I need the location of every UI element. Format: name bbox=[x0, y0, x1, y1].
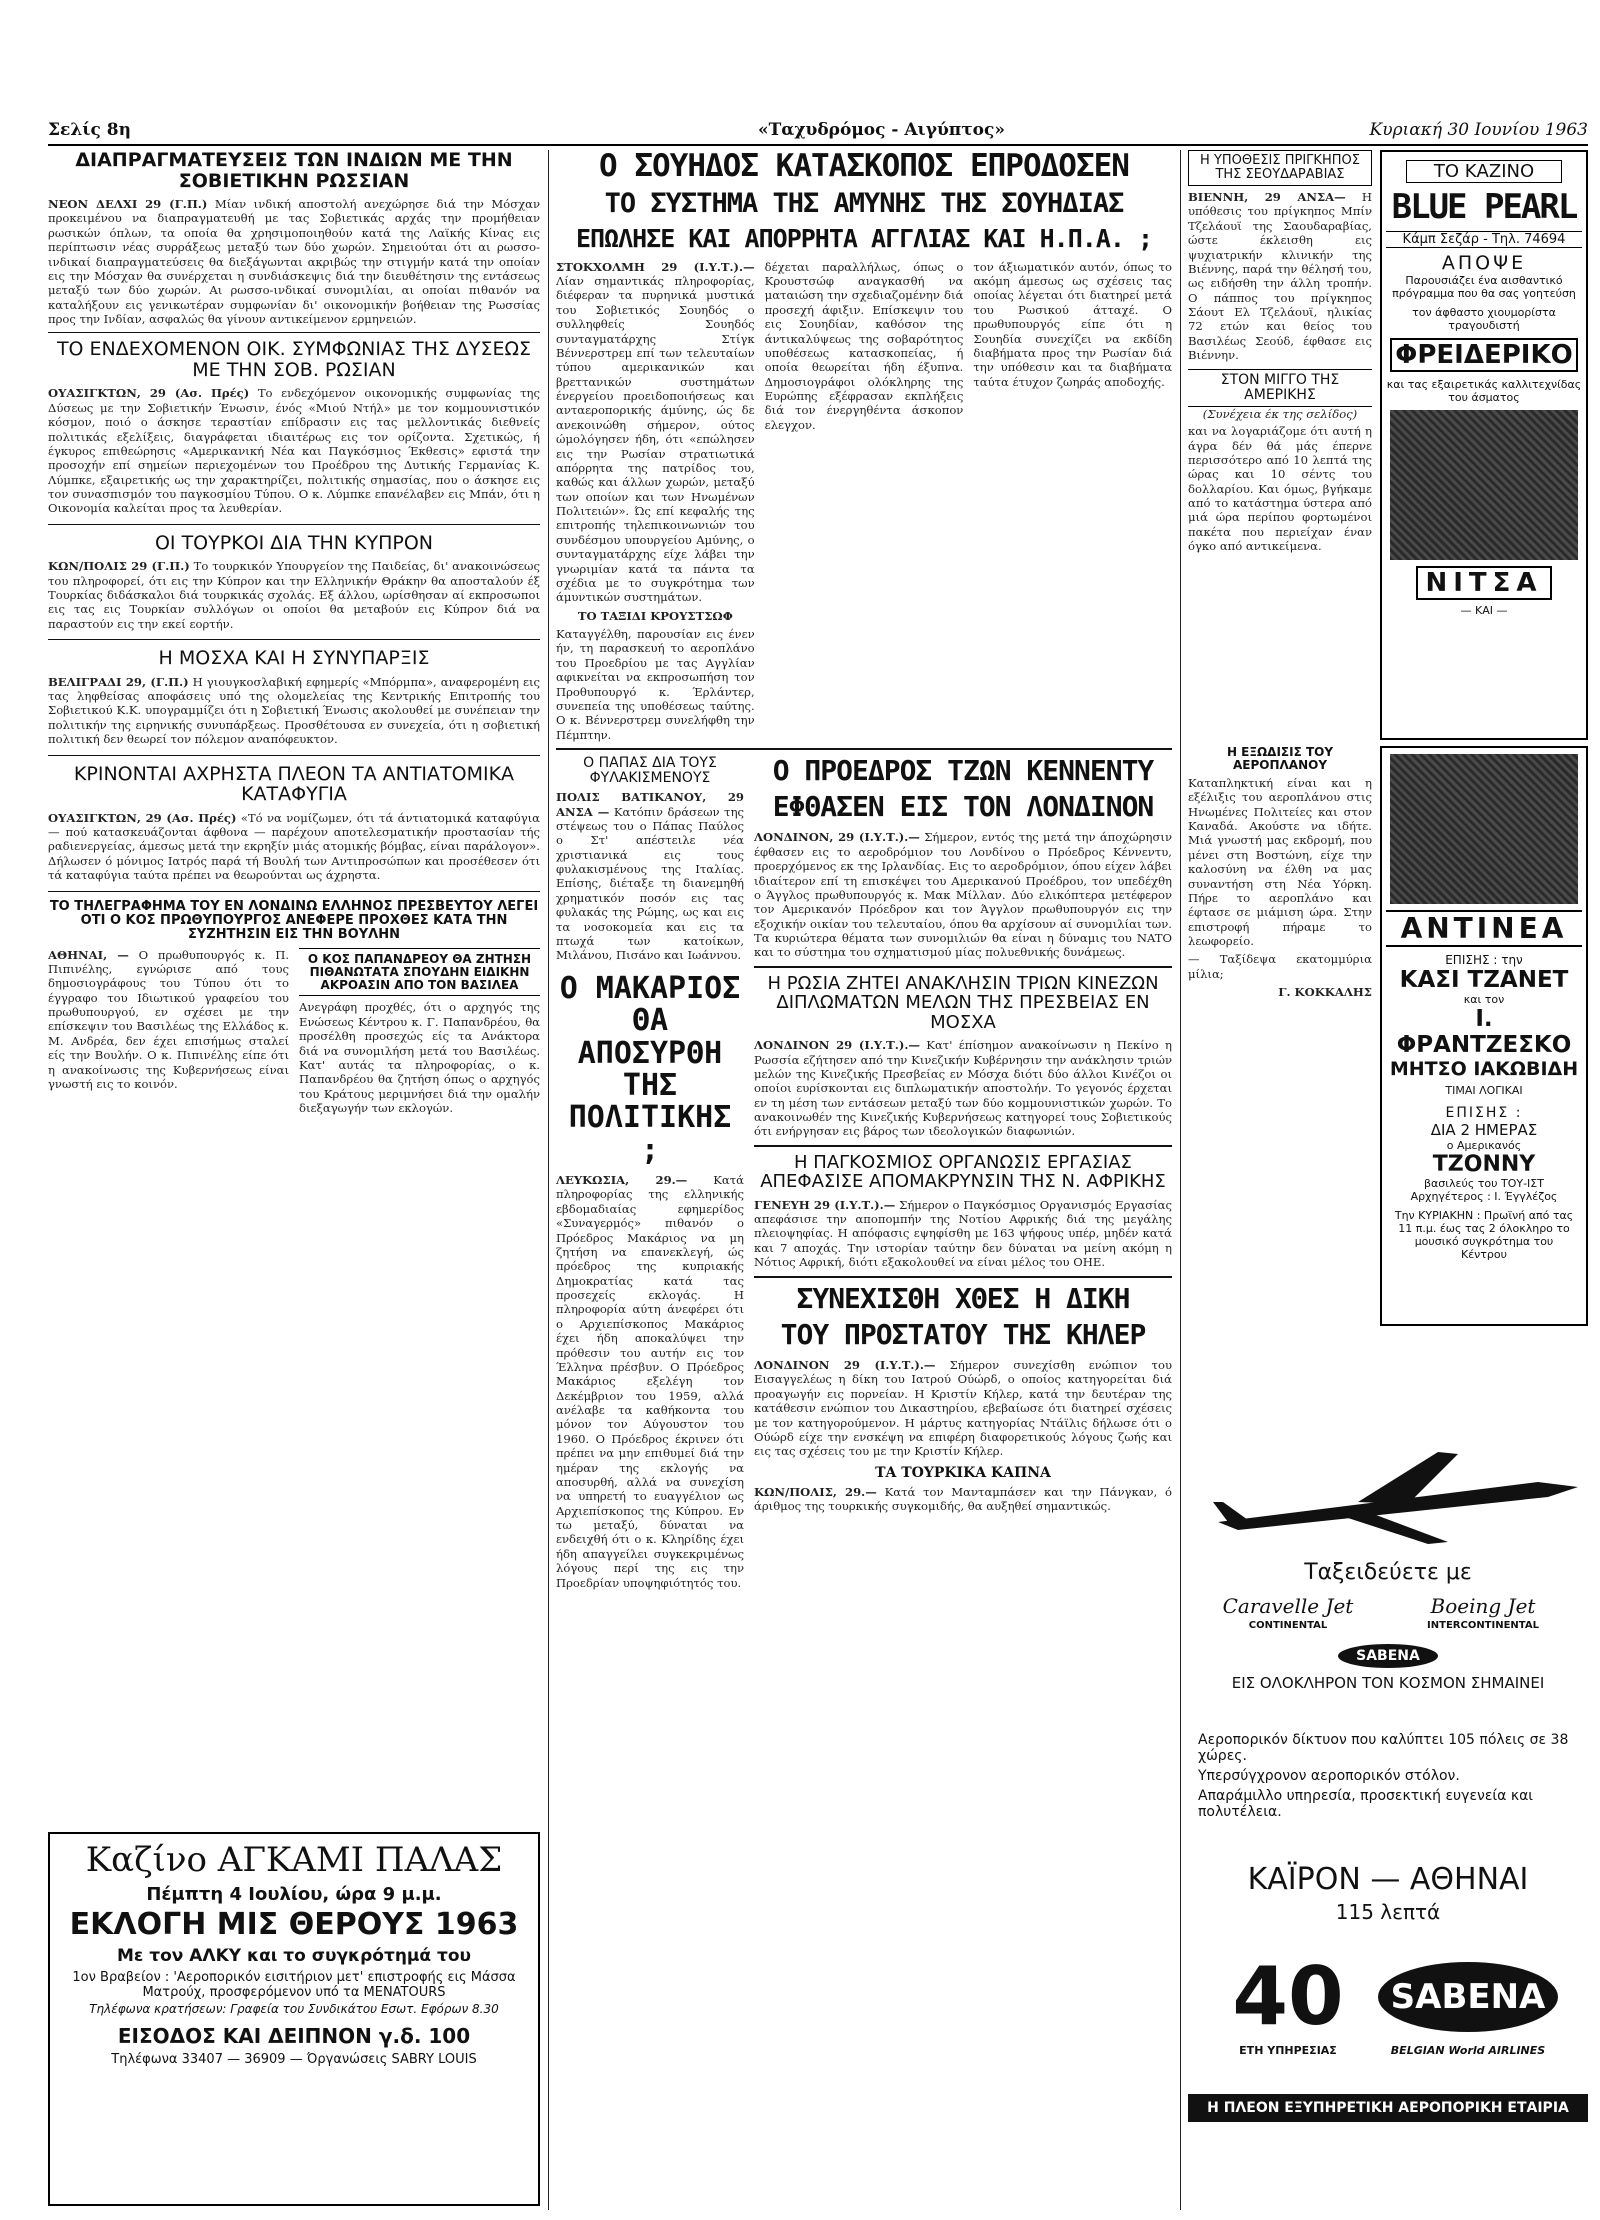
forty-years-label: ΕΤΗ ΥΠΗΡΕΣΙΑΣ bbox=[1239, 2044, 1337, 2057]
article-text: Σήμερον συνεχίσθη ενώπιον του Εισαγγελέως η δίκη του Ιατρού Ούώρδ, ο οποίος κατηγορείται διά προαγωγήν εις πορνείαν. Η Κριστίν Κήλερ, κατά την δευτέραν της κατάθεσιν ενώπιον του Δικαστηρίου, εβεβαίωσε ότι διατηρεί σχέσεις με τον κατηγορούμενον. Η μάρτυς κατηγορίας Ντάϊλις δήλωσε ότι ο Ούώρδ είχε την ενσκέψη να επιφέρη διαφορετικούς λόγους ζωής και εις τας σχέσεις του με την Κριστίν Κήλερ. bbox=[754, 1358, 1172, 1459]
dateline: ΟΥΑΣΙΓΚΤΩΝ, 29 (Ασ. Πρές) bbox=[48, 810, 237, 825]
headline-keeler: ΣΥΝΕΧΙΣΘΗ ΧΘΕΣ Η ΔΙΚΗ bbox=[796, 1281, 1130, 1315]
article-text: Λίαν σημαντικάς πληροφορίας, διέφεραν τα πυρηνικά μυστικά του Σοβιετικός Σουηδός ο συλληφθείς Σουηδός συνταγματάρχης Στίγκ Βέννερστρεμ επί των τελευταίων τύπου αμερικανικών και βρεττανικών συστημάτων ένεργείου προειδοποιήσεως και ανταεροπορικής άμύνης, ώς δε ανεκοινώθη σήμερον, ούτος ώμολόγησεν ήδη, ότι «επώλησεν εις την Ρωσίαν στρατιωτικά απόρρητα της πατρίδος του, καθώς και άλλων χωρών, μεταξύ των οποίων και των Ηνωμένων Πολιτειών». Ώς επί κεφαλής της επιτροπής τηλεπικοινωνιών του συνδέσμου υπουργείου Αμύνης, ο συνταγματάρχης είχε λάβει την γνωριμίαν κατά τα πάντα τα σχέδια με το συγκρότημα των άμυντικών συστημάτων. bbox=[556, 274, 755, 605]
ad-and: — ΚΑΙ — bbox=[1460, 604, 1508, 617]
issue-date: Κυριακή 30 Ιουνίου 1963 bbox=[1369, 120, 1588, 140]
ad-blue-pearl bbox=[1380, 150, 1588, 740]
headline-turks-cyprus: ΟΙ ΤΟΥΡΚΟΙ ΔΙΑ ΤΗΝ ΚΥΠΡΟΝ bbox=[154, 531, 434, 554]
subhead-khrushchev: ΤΟ ΤΑΞΙΔΙ ΚΡΟΥΣΤΣΩΦ bbox=[577, 608, 733, 623]
article-text: Κατά τον Μανταμπάσεν και την Πάνγκαν, ό άριθμος της τουρκικής συγκομιδής, θα αυξηθεί σημαντικώς. bbox=[754, 1484, 1172, 1513]
ad-band-leader: Αρχηγέτερος : Ι. Έγγλέζος bbox=[1410, 1190, 1558, 1203]
article-prince bbox=[1188, 190, 1372, 363]
ad-tonight: ΑΠΟΨΕ bbox=[1441, 252, 1527, 274]
headline-south-africa: Η ΠΑΓΚΟΣΜΙΟΣ ΟΡΓΑΝΩΣΙΣ ΕΡΓΑΣΙΑΣ ΑΠΕΦΑΣΙΣΕ ΑΠΟΜΑΚΡΥΝΣΙΝ ΤΗΣ Ν. ΑΦΡΙΚΗΣ bbox=[760, 1151, 1166, 1193]
sabena-world: ΕΙΣ ΟΛΟΚΛΗΡΟΝ ΤΟΝ ΚΟΣΜΟΝ ΣΗΜΑΙΝΕΙ bbox=[1231, 1674, 1545, 1692]
continuation-note: (Συνέχεια έκ της σελίδος) bbox=[1202, 406, 1358, 421]
sabena-price: 115 λεπτά bbox=[1335, 1900, 1441, 1924]
left-column bbox=[48, 150, 540, 2210]
headline-ambassador-telegram: ΤΟ ΤΗΛΕΓΡΑΦΗΜΑ ΤΟΥ ΕΝ ΛΟΝΔΙΝΩ ΕΛΛΗΝΟΣ ΠΡΕΣΒΕΥΤΟΥ ΛΕΓΕΙ ΟΤΙ Ο ΚΟΣ ΠΡΩΘΥΠΟΥΡΓΟΣ ΑΝΕΦΕΡΕ ΠΡΟΧΘΕΣ ΚΑΤΑ ΤΗΝ ΣΥΖΗΤΗΣΙΝ ΕΙΣ ΤΗΝ ΒΟΥΛΗΝ bbox=[49, 898, 539, 942]
article-text: Σήμερον ο Παγκόσμιος Οργανισμός Εργασίας απεφάσισε την αποπομπήν της Νοτίου Αφρικής διά της μεγάλης πλειοψηφίας. Η απόφασις εψηφίσθη με 163 ψήφους υπέρ, μηδέν κατά και 7 αποχάς. Την ιστορίαν ταύτην δεν δύναται να μείνη ακόμη η Νότιος Αφρική, διότι εξακολουθεί να είναι μέλος του ΟΗΕ. bbox=[754, 1197, 1172, 1270]
article-swedish-spy bbox=[556, 260, 755, 742]
dateline: ΝΕΟΝ ΔΕΛΧΙ 29 (Γ.Π.) bbox=[48, 197, 208, 212]
photo-performer bbox=[1390, 410, 1578, 560]
headline-america: ΣΤΟΝ ΜΙΓΓΟ ΤΗΣ ΑΜΕΡΙΚΗΣ bbox=[1188, 369, 1372, 407]
sabena-footer: Η ΠΛΕΟΝ ΕΞΥΠΗΡΕΤΙΚΗ ΑΕΡΟΠΟΡΙΚΗ ΕΤΑΙΡΙΑ bbox=[1188, 2094, 1588, 2122]
article-ambassador-telegram bbox=[48, 948, 289, 1116]
ad-also: ΕΠΙΣΗΣ : την bbox=[1445, 953, 1523, 967]
headline-papandreou: Ο ΚΟΣ ΠΑΠΑΝΔΡΕΟΥ ΘΑ ΖΗΤΗΣΗ ΠΙΘΑΝΩΤΑΤΑ ΣΠΟΥΔΗΝ ΕΙΔΙΚΗΝ ΑΚΡΟΑΣΙΝ ΑΠΟ ΤΟΝ ΒΑΣΙΛΕΑ bbox=[299, 948, 540, 997]
article-text: Κατά πληροφορίας της ελληνικής εβδομαδιαίας εφημερίδος «Συναγερμός» πιθανόν ο Πρόεδρος Μακάριος να μη ζητήση να επανεκλεγή, ώς πρόεδρος της κυπριακής Δημοκρατίας κατά τας προσεχείς εκλογάς. Η πληροφορία αύτη άνεφέρει ότι ο Αρχιεπίσκοπος Μακάριος έχει ήδη αποκαλύψει την πρόθεσιν του αυτήν εις τον Έλληνα πρέσβυν. Ο Πρόεδρος Μακάριος εξελέγη τον Δεκέμβριον του 1959, αλλά ανέλαβε τα καθήκοντα του μόνον τον Αύγουστον του 1960. Ο Πρόεδρος έκρινεν ότι πρέπει να μην επιθυμεί διά την ημέραν της εκλογής να αποσυρθή, αλλά να συνεχίση να υπηρετή το ευαγγέλιον ως Αρχιεπίσκοπος της Κύπρου. Εν τω μεταξύ, δύναται να ενδειχθή ότι ο κ. Κληρίδης έχει ήδη απαγγείλει συγκεκριμένως λόγους περί της εις την Προεδρίαν υποψηφιότητός του. bbox=[556, 1173, 744, 1590]
sabena-travel-label: Ταξειδεύετε με bbox=[1304, 1560, 1472, 1585]
dateline: ΒΙΕΝΝΗ, 29 ΑΝΣΑ— bbox=[1188, 190, 1346, 205]
sabena-route: ΚΑΪΡΟΝ — ΑΘΗΝΑΙ bbox=[1247, 1862, 1529, 1897]
ad-twist-king: βασιλεύς του ΤΟΥ-ΙΣΤ bbox=[1424, 1177, 1544, 1190]
headline-russia-china: Η ΡΩΣΙΑ ΖΗΤΕΙ ΑΝΑΚΛΗΣΙΝ ΤΡΙΩΝ ΚΙΝΕΖΩΝ ΔΙΠΛΩΜΑΤΩΝ ΜΕΛΩΝ ΤΗΣ ΠΡΕΣΒΕΙΑΣ ΕΝ ΜΟΣΧΑ bbox=[767, 972, 1159, 1033]
sabena-bullets bbox=[1198, 1732, 1578, 1820]
ad-event: ΕΚΛΟΓΗ ΜΙΣ ΘΕΡΟΥΣ 1963 bbox=[69, 1907, 519, 1942]
article-keeler bbox=[754, 1358, 1172, 1459]
photo-performer-2 bbox=[1390, 754, 1578, 904]
headline-kennedy-2: ΕΦΘΑΣΕΝ ΕΙΣ ΤΟΝ ΛΟΝΔΙΝΟΝ bbox=[772, 790, 1154, 824]
article-papandreou: Ανεγράφη προχθές, ότι ο αρχηγός της Ενώσεως Κέντρου κ. Γ. Παπανδρέου, θα προσέλθη προσεχώς είς τα Ανάκτορα διά να συνομιλήση μετά του Βασιλέως. Κατ' αυτάς τα πληροφορίας, ο κ. Παπανδρέου θα ζητήση όπως ο αρχηγός του Κράτους μεριμνήσει διά την ομαλήν διεξαγωγήν των εκλογών. bbox=[299, 1000, 540, 1116]
ad-mitso: ΜΗΤΣΟ ΙΑΚΩΒΙΔΗ bbox=[1389, 1058, 1579, 1080]
ad-agami-palace bbox=[48, 1832, 540, 2206]
article-text: Το τουρκικόν Υπουργείον της Παιδείας, δι' ανακοινώσεως του πληροφορεί, ότι εις την Κύπρον και την Ελληνικήν Θράκην θα αποσταλούν έξ Τουρκίας διδάσκαλοι διά τουρκικάς σχολάς. Εξ άλλου, ωρίσθησαν αί εκπροσωποι εις τας εις Τουρκίαν συλλόγων οι οποίοι θα μεταβούν εις Κύπρον διά να παραστούν εις την εκεί εορτήν. bbox=[48, 559, 540, 631]
ad-prices: ΤΙΜΑΙ ΛΟΓΙΚΑΙ bbox=[1445, 1084, 1523, 1097]
article-economic-agreement bbox=[48, 386, 540, 515]
ad-date: Πέμπτη 4 Ιουλίου, ώρα 9 μ.μ. bbox=[146, 1884, 442, 1905]
article-text: Η υπόθεσις του πρίγκηπος Μπίν Τζελάουϊ της Σαουδαραβίας, ώστε έκλεισθη εις ψυχιατρικήν κλινικήν της Βιέννης, παρά την θέλησή του, ως ειδήσθη την άλλη τροπήν. Ο πάππος του πρίγκηπος Σάουτ Ελ Τζελάουϊ, ηλικίας 72 ετών και θείος του Βασιλέως Σεούδ, έφθασε εις Βιέννην. bbox=[1188, 190, 1372, 363]
sabena-caravelle: Caravelle Jet bbox=[1222, 1594, 1354, 1618]
article-swedish-spy-cont2: τον άξιωματικόν αυτόν, όπως το ακόμη άμεσως ως σχέσεις τας οποίας λέγεται ότι διατηρεί μετά του Ρωσικού άτταχέ. Ο πρωθυπουργός είπε ότι η Σουηδία συνεχίζει να εκδίδη διαβήματα προς την Ρωσίαν διά την υπόθεσιν και τα διαβήματα ταύτα έτυχον ζωηράς αποδοχής. bbox=[973, 259, 1172, 389]
dateline: ΛΟΝΔΙΝΟΝ 29 (Ι.Υ.Τ.).— bbox=[754, 1038, 920, 1053]
article-airplane: Καταπληκτική είναι και η εξέλιξις του αεροπλάνου στις Ηνωμένες Πολιτείες και στον Καναδά. Ακούστε να ιδήτε. Μιά γνωστή μας εκδρομή, που μένει στη Βοστώνη, είχε την καλοσύνη να έλθη να μας συναντήση στη Νέα Υόρκη. Πήρε το αεροπλάνο και έφτασε σε μιάμιση ώρα. Στην επιστροφή πήραμε το λεωφορείο. bbox=[1188, 775, 1372, 949]
ad-artist-pre: τον άφθαστο χιουμορίστα τραγουδιστή bbox=[1412, 306, 1556, 332]
ad-phone: Τηλέφωνα 33407 — 36909 — Όργανώσεις SABRY LOUIS bbox=[111, 2052, 477, 2067]
article-text: Σήμερον, εντός της μετά την άποχώρησιν έφθασεν εις το αεροδρόμιον του Λονδίνου ο Πρόεδρος Κέννεντυ, προερχόμενος εκ της Ιρλανδίας. Εις το αεροδρόμιον, όπου είχεν λάβει ιδιαίτερον επί τη επισκέψει του Αμερικανού Προέδρου, τον υπεδέχθη ο Άγγλος πρωθυπουργός κ. Μακ Μίλλαν. Δύο ελικόπτερα μετέφερον τον Αμερικανόν Πρόεδρον και τον Άγγλον πρωθυπουργόν εις την εξοχικήν οικίαν του τελευταίου, όπου θα αρχίσουν αί συνομιλίαι των. Τα κυριώτερα θέματα των συνομιλιών θα είναι η δύναμις του NATO και το σύστημα του σχηματισμού μίας πολυεθνικής δυνάμεως. bbox=[754, 830, 1172, 960]
article-text: Ο πρωθυπουργός κ. Π. Πιπινέλης, εγνώρισε από τους δημοσιογράφους του Τύπου ότι το έγγραφο του Ιδιωτικού γραφείου του πρωθυπουργού, εν σχέσει με την επίσκεψιν του Βασιλέως της Ελλάδος κ. Μ. Ανδρέα, δεν έχει επισήμως σταλεί είς την Βουλήν. Ο κ. Πιπινέλης είπε ότι η ανακοίνωσις της Κυβερνήσεως είναι γνωστή εις το κοινόν. bbox=[48, 947, 290, 1091]
headline-economic-agreement: ΤΟ ΕΝΔΕΧΟΜΕΝΟΝ ΟΙΚ. ΣΥΜΦΩΝΙΑΣ ΤΗΣ ΔΥΣΕΩΣ ΜΕ ΤΗΝ ΣΟΒ. ΡΩΣΙΑΝ bbox=[56, 338, 532, 381]
bullet-network: Αεροπορικόν δίκτυον που καλύπτει 105 πόλεις σε 38 χώρες. bbox=[1198, 1732, 1569, 1764]
ad-tzonny: ΤΖΟΝΝΥ bbox=[1432, 1152, 1536, 1177]
author-signature: Γ. ΚΟΚΚΑΛΗΣ bbox=[1278, 985, 1372, 1000]
article-america: και να λογαριάζομε ότι αυτή η άγρα δέν θά μάς έπερνε περισσότερο από 10 λεπτά της ώρας και 10 σέντς του δολλαρίου. Και όμως, βγήκαμε από το κατάστημα ύστερα από μιά ώρα περίπου φορτωμένοι πακέτα που περιείχαν έναν όγκο από αντικείμενα. bbox=[1188, 424, 1372, 554]
article-text: Κατόπιν δράσεων της στέψεως του ο Πάπας Παύλος ο Στ' απέστειλε νέα χριστιανικά εις τους φυλακισμένους της Ιταλίας. Επίσης, διέταξε τη διανεμηθή χρηματικόν ποσόν εις τας φυλακάς της Ρώμης, ως και εις τα νοσοκομεία και εις τα πτωχά των κατοίκων, Μιλάνου, Πισάνο και Ιωάννου. bbox=[556, 804, 745, 963]
ad-nitsa: ΝΙΤΣΑ bbox=[1416, 566, 1552, 600]
ad-blue-pearl-phone: Κάμπ Σεζάρ - Τηλ. 74694 bbox=[1386, 231, 1582, 248]
ad-artist-post: και τας εξαιρετικάς καλλιτεχνίδας του άσματος bbox=[1386, 378, 1582, 404]
article-text: «Τό να νομίζωμεν, ότι τά άντιατομικά καταφύγια — πού κατασκευάζονται άφθονα — παρέχουν αποτελεσματικήν προστασίαν τής ραδιενεργείας, άμεσως μετά την εκρηξίν μιάς ατομικής βόμβας, είναι παράλογον». Δήλωσεν ό μόνιμος Ιατρός παρά τή Βουλή των Αντιπροσώπων και προσέθεσεν ότι τά καταφύγια ταύτα πρέπει να θεωρούνται ως άχρηστα. bbox=[48, 810, 540, 883]
ad-blue-pearl-name: BLUE PEARL bbox=[1391, 187, 1577, 227]
article-makarios bbox=[556, 1173, 744, 1590]
sabena-intercontinental: INTERCONTINENTAL bbox=[1427, 1620, 1539, 1631]
ad-frantzesko: Ι. ΦΡΑΝΤΖΕΣΚΟ bbox=[1396, 1006, 1572, 1058]
article-text: Μίαν ινδική αποστολή ανεχώρησε διά την Μόσχαν προκειμένου να διαπραγματευθή με τας Σοβιετικάς αρχάς την προμήθειαν ρωσικών όπλων, τα οποία θα χρησιμοποιηθούν κατά της Λαϊκής Κίνας εις περίπτωσιν νέας συρράξεως μεταξύ των δύο χωρών. Σημειούται ότι αι ρωσσο-ινδικαί διαπραγματεύσεις θα διεξάγωνται ακριβώς την στιγμήν κατά την οποίαν εις την Μόσχαν θα συνέρχεται η συνδιάσκεψις διά την διευθέτησιν της εντάσεως μεταξύ των δύο χωρών. Αι ρωσσο-ινδικαί συνομιλίαι, αι οποίαι πιθανόν να καταλήξουν εις γενικωτέραν συμφωνίαν δι' οικονομικήν βοήθειαν της Ρωσσίας προς την Ινδίαν, ασφαλώς θα γίνουν αντικείμενον ερμηνειών. bbox=[48, 197, 540, 327]
page-number: Σελίς 8η bbox=[48, 120, 131, 140]
page-header bbox=[48, 118, 1588, 146]
headline-makarios: Ο ΜΑΚΑΡΙΟΣ ΘΑ ΑΠΟΣΥΡΘΗ ΤΗΣ ΠΟΛΙΤΙΚΗΣ ; bbox=[559, 970, 741, 1168]
ad-artist: ΦΡΕΙΔΕΡΙΚΟ bbox=[1390, 338, 1578, 372]
ad-prize: 1ον Βραβείον : 'Αεροπορικόν εισιτήριον μετ' επιστροφής εις Μάσσα Ματρούχ, προσφερόμενον υπό τα MENATOURS bbox=[72, 1970, 516, 2000]
headline-swedish-spy-3: ΕΠΩΛΗΣΕ ΚΑΙ ΑΠΟΡΡΗΤΑ ΑΓΓΛΙΑΣ ΚΑΙ Η.Π.Α. ; bbox=[575, 223, 1153, 253]
column-rule bbox=[548, 150, 549, 2210]
dateline: ΟΥΑΣΙΓΚΤΩΝ, 29 (Ασ. Πρές) bbox=[48, 386, 250, 401]
column-rule bbox=[1180, 150, 1181, 2210]
ad-american: ο Αμερικανός bbox=[1446, 1139, 1522, 1152]
article-turks-cyprus bbox=[48, 559, 540, 631]
headline-pope: Ο ΠΑΠΑΣ ΔΙΑ ΤΟΥΣ ΦΥΛΑΚΙΣΜΕΝΟΥΣ bbox=[583, 755, 717, 787]
airplane-icon bbox=[1208, 1442, 1588, 1552]
article-pope bbox=[556, 790, 744, 963]
article-moscow-coexistence bbox=[48, 675, 540, 747]
headline-keeler-2: ΤΟΥ ΠΡΟΣΤΑΤΟΥ ΤΗΣ ΚΗΛΕΡ bbox=[780, 1317, 1146, 1351]
dateline: ΛΕΥΚΩΣΙΑ, 29.— bbox=[556, 1173, 688, 1188]
headline-kennedy: Ο ΠΡΟΕΔΡΟΣ ΤΖΩΝ ΚΕΝΝΕΝΤΥ bbox=[772, 754, 1154, 787]
article-south-africa bbox=[754, 1198, 1172, 1270]
article-text: Κατ' έπίσημον ανακοίνωσιν η Πεκίνο η Ρωσσία εζήτησεν από την Κινεζικήν Κυβέρνησιν την ανάκλησιν τριών μελών της Κινεζικής Πρεσβείας εν Μόσχα διότι δύο άλλοι Κινέζοι οι οποίοι ευρίσκονται εις διπλωματικήν αποστολήν. Το γεγονός έρχεται εν τη μέση των εντάσεων μεταξύ των δύο κομμουνιστικών χωρών. Το ανακοινωθέν της Κινεζικής Κυβερνήσεως κατηγορεί τους Σοβιετικούς ότι ενήργησαν εις βάρος των ιδεολογικών διαφωνιών. bbox=[754, 1038, 1172, 1139]
ad-also-2: ΕΠΙΣΗΣ : bbox=[1445, 1105, 1523, 1121]
dateline: ΚΩΝ/ΠΟΛΙΣ 29 (Γ.Π.) bbox=[48, 559, 190, 574]
subhead-turkish-tobacco: ΤΑ ΤΟΥΡΚΙΚΑ ΚΑΠΝΑ bbox=[875, 1464, 1051, 1481]
dateline: ΒΕΛΙΓΡΑΔΙ 29, (Γ.Π.) bbox=[48, 674, 189, 689]
dateline: ΓΕΝΕΥΗ 29 (Ι.Υ.Τ.).— bbox=[754, 1197, 896, 1212]
ad-entry: ΕΙΣΟΔΟΣ ΚΑΙ ΔΕΙΠΝΟΝ γ.δ. 100 bbox=[117, 2024, 471, 2048]
dateline: ΛΟΝΔΙΝΟΝ 29 (Ι.Υ.Τ.).— bbox=[754, 1358, 936, 1372]
article-india-russia bbox=[48, 197, 540, 326]
ad-antinea-name: ΑΝΤΙΝΕΑ bbox=[1386, 910, 1582, 947]
bullet-fleet: Υπερσύγχρονον αεροπορικόν στόλον. bbox=[1198, 1768, 1460, 1784]
dateline: ΠΟΛΙΣ ΒΑΤΙΚΑΝΟΥ, 29 ΑΝΣΑ — bbox=[556, 790, 744, 819]
article-russia-china bbox=[754, 1038, 1172, 1139]
dateline: ΣΤΟΚΧΟΛΜΗ 29 (Ι.Υ.Τ.).— bbox=[556, 259, 755, 274]
ad-title: Καζίνο ΑΓΚΑΜΙ ΠΑΛΑΣ bbox=[85, 1840, 503, 1880]
sabena-boeing: Boeing Jet bbox=[1430, 1594, 1536, 1618]
headline-swedish-spy: Ο ΣΟΥΗΔΟΣ ΚΑΤΑΣΚΟΠΟΣ ΕΠΡΟΔΟΣΕΝ bbox=[599, 150, 1129, 184]
headline-prince: Η ΥΠΟΘΕΣΙΣ ΠΡΙΓΚΗΠΟΣ ΤΗΣ ΣΕΟΥΔΑΡΑΒΙΑΣ bbox=[1188, 150, 1372, 186]
headline-airplane: Η ΕΞΩΔΙΣΙΣ ΤΟΥ ΑΕΡΟΠΛΑΝΟΥ bbox=[1226, 745, 1334, 772]
bullet-service: Απαράμιλλο υπηρεσία, προσεκτική ευγενεία και πολυτέλεια. bbox=[1198, 1788, 1534, 1820]
dateline: ΚΩΝ/ΠΟΛΙΣ, 29.— bbox=[754, 1484, 877, 1499]
article-airplane-quote: — Ταξίδεψα εκατομμύρια μίλια; bbox=[1188, 952, 1372, 981]
ad-kazino-title: ΤΟ ΚΑΖΙΝΟ bbox=[1406, 160, 1562, 183]
headline-shelters: ΚΡΙΝΟΝΤΑΙ ΑΧΡΗΣΤΑ ΠΛΕΟΝ ΤΑ ΑΝΤΙΑΤΟΜΙΚΑ ΚΑΤΑΦΥΓΙΑ bbox=[73, 762, 515, 806]
headline-swedish-spy-2: ΤΟ ΣΥΣΤΗΜΑ ΤΗΣ ΑΜΥΝΗΣ ΤΗΣ ΣΟΥΗΔΙΑΣ bbox=[604, 188, 1124, 220]
article-shelters bbox=[48, 811, 540, 883]
ad-kasi-janet: ΚΑΣΙ ΤΖΑΝΕΤ bbox=[1399, 967, 1569, 993]
belgian-airlines: BELGIAN World AIRLINES bbox=[1390, 2044, 1546, 2057]
center-column bbox=[556, 150, 1172, 2210]
dateline: ΑΘΗΝΑΙ, — bbox=[48, 947, 129, 962]
article-kennedy bbox=[754, 830, 1172, 959]
sabena-logo: SABENA bbox=[1338, 1644, 1438, 1668]
newspaper-name: «Ταχυδρόμος - Αιγύπτος» bbox=[758, 120, 1005, 140]
dateline: ΛΟΝΔΙΝΟΝ, 29 (Ι.Υ.Τ.).— bbox=[754, 830, 920, 845]
article-text: Η γιουγκοσλαβική εφημερίς «Μπόρμπα», αναφερομένη εις τας ληφθείσας αποφάσεις υπό της ολομελείας της Κεντρικής Επιτροπής του Σοβιετικού Κ.Κ. υπογραμμίζει ότι η Σοβιετική Ένωσις ακολουθεί με συνέπειαν την πολιτικήν της ειρηνικής συνυπάρξεως. Προσθέτουσα εν συνεχεία, ότι η σοβιετική πολιτική δεν θεωρεί τον πόλεμον αναπόφευκτον. bbox=[48, 674, 540, 747]
ad-sabena bbox=[1188, 1442, 1588, 2202]
ad-subtitle: Με τον ΑΛΚΥ και το συγκρότημά του bbox=[116, 1946, 472, 1966]
ad-sunday: Την ΚΥΡΙΑΚΗΝ : Πρωϊνή από τας 11 π.μ. έως τας 2 όλοκληρο το μουσικό συγκρότημα του Κέντρου bbox=[1394, 1209, 1574, 1261]
forty-years-badge: 40 bbox=[1232, 1950, 1344, 2043]
article-turkish-tobacco bbox=[754, 1485, 1172, 1514]
ad-and-2: και τον bbox=[1463, 993, 1505, 1006]
ad-reservations: Τηλέφωνα κρατήσεων: Γραφεία του Συνδικάτου Εσωτ. Εφόρων 8.30 bbox=[89, 2002, 499, 2016]
article-swedish-spy-cont: δέχεται παραλλήλως, όπως ο Κρουστσώφ αναγκασθή να ματαιώση την σχεδιαζομένην διά προσεχή άφιξιν. Επίσκεψιν του εις Σουηδίαν, καθόσον της άντικαλύψεως της σοβαρότητος υποθέσεως κατασκοπείας, ή οποία θεωρείται ήδη έξυπνα. Δημοσιογράφοι ολόκληρης της Ευρώπης εξέφρασαν εκπλήξεις διά τον ένεργηθέντα άσκοπον ελεγχον. bbox=[764, 259, 964, 432]
ad-two-days: ΔΙΑ 2 ΗΜΕΡΑΣ bbox=[1430, 1121, 1538, 1139]
right-column bbox=[1188, 150, 1592, 2210]
headline-india-russia: ΔΙΑΠΡΑΓΜΑΤΕΥΣΕΙΣ ΤΩΝ ΙΝΔΙΩΝ ΜΕ ΤΗΝ ΣΟΒΙΕΤΙΚΗΝ ΡΩΣΣΙΑΝ bbox=[75, 150, 513, 192]
headline-moscow-coexistence: Η ΜΟΣΧΑ ΚΑΙ Η ΣΥΝΥΠΑΡΞΙΣ bbox=[158, 647, 430, 670]
sabena-logo-large: SABENA bbox=[1378, 1962, 1558, 2032]
sabena-continental: CONTINENTAL bbox=[1248, 1620, 1328, 1631]
article-text: Το ενδεχόμενον οικονομικής συμφωνίας της Δύσεως με την Σοβιετικήν Ένωσιν, ένός «Μιού Ντήλ» με τον κομμουνιστικόν κόσμον, ποιό ο άσκησε τεραστίαν επίδρασιν εις τας μελλοντικάς διεθνείς πολιτικάς εξελίξεις, διαγράφεται ιδιαιτέρως εις τον ορίζοντα. Σχετικώς, ή έγκυρος επιθεώρησις «Αμερικανική Νέα και Παγκόσμιος Έκθεσις» εφιστά την προσοχήν επί σημείων περιεχομένων του Προέδρου της Δυτικής Γερμανίας Κ. Λύμπκε, εξαιρετικής ως την χαρακτηρίζει, πολιτικής σημασίας, που ο άσκησε εις τον συνασπισμόν του παγκοσμίου Τύπου. Ο κ. Λύμπκε επανέλαβεν εις Μπάν, ότι η Οικονομία καλείται προς τα λευθερίαν. bbox=[48, 386, 540, 516]
ad-tonight-sub: Παρουσιάζει ένα αισθαντικό πρόγραμμα που θα σας γοητεύση bbox=[1392, 274, 1576, 300]
ad-antinea bbox=[1380, 746, 1588, 1326]
article-text: Καταγγέλθη, παρουσίαν εις ένεν ήν, τη παρασκευή το αεροπλάνο του Προεδρίου με τας Αγγλίαν αφικνείται να εκπροσωπήση τον Προθυπουργό κ. Έρλάντερ, συνεπεία της υποθέσεως ταύτης. Ο κ. Βέννερστρεμ συνελήφθη την Πέμπτην. bbox=[556, 627, 755, 742]
